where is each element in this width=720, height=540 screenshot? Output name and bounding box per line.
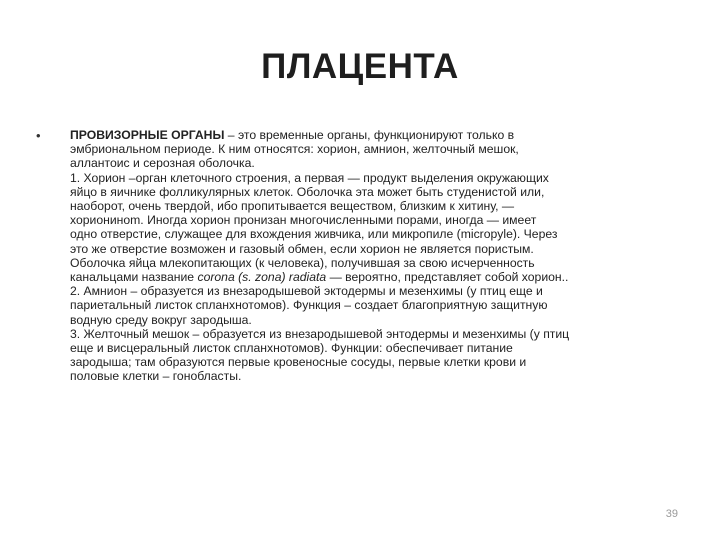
paragraph-line-corona <box>70 270 686 284</box>
paragraph-line: это же отверстие возможен и газовый обмен, если хорион не является пористым. <box>70 241 534 256</box>
lead-rest-text: – это временные органы, функционируют только в <box>224 128 515 142</box>
corona-italic-term: corona (s. zona) radiata <box>197 270 327 285</box>
paragraph-line-lead <box>70 128 686 142</box>
paragraph-line: париетальный листок спланхнотомов). Функция – создает благоприятную защитную <box>70 298 548 313</box>
bullet-marker: • <box>36 128 41 143</box>
paragraph-line: еще и висцеральный листок спланхнотомов). Функции: обеспечивает питание <box>70 341 513 356</box>
lead-bold-term: ПРОВИЗОРНЫЕ ОРГАНЫ <box>70 128 225 142</box>
paragraph-line: 3. Желточный мешок – образуется из внезародышевой энтодермы и мезенхимы (у птиц <box>70 326 570 341</box>
corona-prefix-text: канальцами название <box>70 270 198 285</box>
page-number: 39 <box>665 508 678 520</box>
paragraph-line: Оболочка яйца млекопитающих (к человека), получившая за свою исчерченность <box>70 255 535 270</box>
paragraph-line: водную среду вокруг зародыша. <box>70 312 252 327</box>
corona-suffix-text: — вероятно, представляет собой хорион.. <box>326 270 569 285</box>
paragraph-line: половые клетки – гонобласты. <box>70 369 242 384</box>
bullet-paragraph <box>70 128 686 384</box>
paragraph-line: хориониноm. Иногда хорион пронизан многочисленными порами, иногда — имеет <box>70 213 537 228</box>
paragraph-line: одно отверстие, служащее для вхождения живчика, или микропиле (micropyle). Через <box>70 227 558 242</box>
paragraph-line: 1. Хорион –орган клеточного строения, а первая — продукт выделения окружающих <box>70 170 549 185</box>
paragraph-line: наоборот, очень твердой, ибо пропитывается веществом, близким к хитину, — <box>70 199 515 214</box>
paragraph-line: аллантоис и серозная оболочка. <box>70 156 255 171</box>
paragraph-line: 2. Амнион – образуется из внезародышевой эктодермы и мезенхимы (у птиц еще и <box>70 284 543 299</box>
paragraph-line: яйцо в яичнике фолликулярных клеток. Оболочка эта может быть студенистой или, <box>70 184 545 199</box>
paragraph-line: эмбриональном периоде. К ним относятся: хорион, амнион, желточный мешок, <box>70 142 519 157</box>
slide-title: ПЛАЦЕНТА <box>261 47 459 86</box>
paragraph-line: зародыша; там образуются первые кровеносные сосуды, первые клетки крови и <box>70 355 527 370</box>
